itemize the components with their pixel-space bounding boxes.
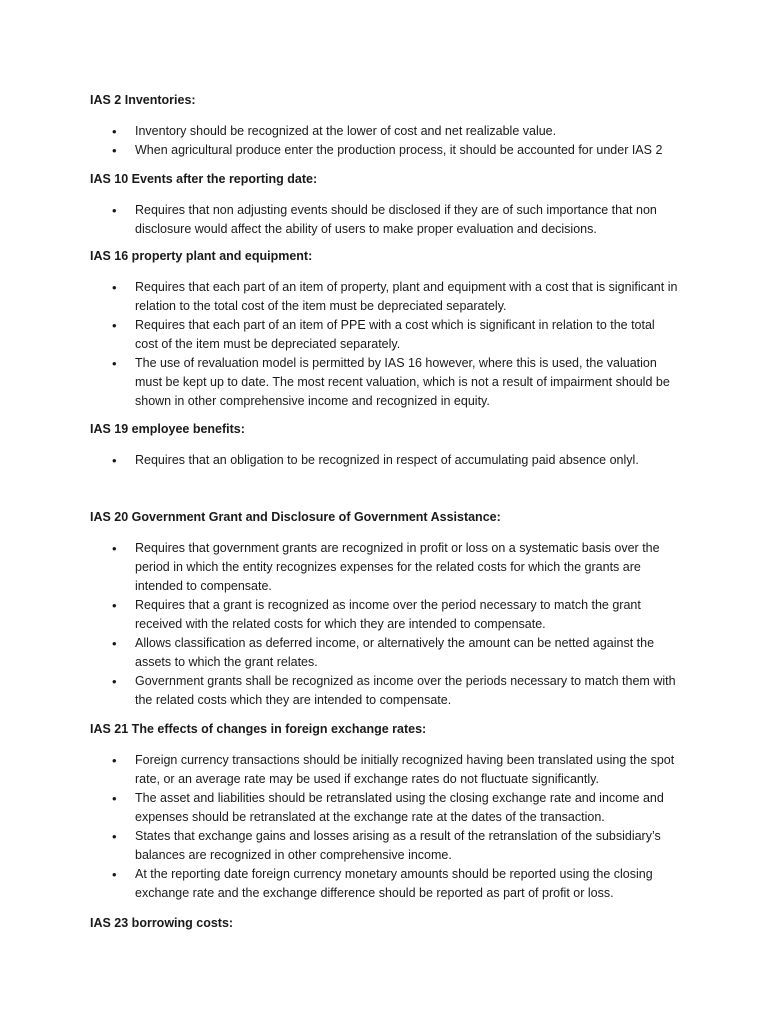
section-ias-21 xyxy=(90,720,690,903)
bullet-list xyxy=(90,122,690,160)
bullet-item: • Inventory should be recognized at the lower of cost and net realizable value. xyxy=(90,122,680,141)
bullet-item: • Requires that an obligation to be recognized in respect of accumulating paid absence onlyl. xyxy=(90,451,680,470)
section-heading: IAS 23 borrowing costs: xyxy=(90,916,234,930)
bullet-item: • Foreign currency transactions should be initially recognized having been translated using the spot rate, or an average rate may be used if exchange rates do not fluctuate significantly. xyxy=(90,751,680,789)
section-heading: IAS 2 Inventories: xyxy=(90,93,196,107)
bullet-item: • Allows classification as deferred income, or alternatively the amount can be netted against the assets to which the grant relates. xyxy=(90,634,680,672)
bullet-list xyxy=(90,451,690,470)
section-heading: IAS 21 The effects of changes in foreign exchange rates: xyxy=(90,722,427,736)
section-ias-23 xyxy=(90,914,690,932)
section-ias-20 xyxy=(90,508,690,710)
bullet-item: • Requires that each part of an item of PPE with a cost which is significant in relation to the total cost of the item must be depreciated separately. xyxy=(90,316,680,354)
bullet-item: • Requires that each part of an item of property, plant and equipment with a cost that is significant in relation to the total cost of the item must be depreciated separately. xyxy=(90,278,680,316)
section-heading: IAS 20 Government Grant and Disclosure of Government Assistance: xyxy=(90,510,501,524)
bullet-list xyxy=(90,278,690,411)
section-ias-19 xyxy=(90,420,690,470)
bullet-item: • Requires that non adjusting events should be disclosed if they are of such importance that non disclosure would affect the ability of users to make proper evaluation and decisions. xyxy=(90,201,680,239)
bullet-item: • The use of revaluation model is permitted by IAS 16 however, where this is used, the valuation must be kept up to date. The most recent valuation, which is not a result of impairment should be shown in other comprehensive income and recognized in equity. xyxy=(90,354,680,411)
section-heading: IAS 16 property plant and equipment: xyxy=(90,249,313,263)
bullet-list xyxy=(90,201,690,239)
section-ias-2 xyxy=(90,91,690,160)
section-heading: IAS 10 Events after the reporting date: xyxy=(90,172,318,186)
bullet-item: • Requires that government grants are recognized in profit or loss on a systematic basis over the period in which the entity recognizes expenses for the related costs for which the grants are intended to compensate. xyxy=(90,539,680,596)
section-ias-16 xyxy=(90,247,690,411)
section-heading: IAS 19 employee benefits: xyxy=(90,422,245,436)
bullet-item: • States that exchange gains and losses arising as a result of the retranslation of the subsidiary’s balances are recognized in other comprehensive income. xyxy=(90,827,680,865)
bullet-item: • When agricultural produce enter the production process, it should be accounted for under IAS 2 xyxy=(90,141,680,160)
section-ias-10 xyxy=(90,170,690,239)
bullet-item: • At the reporting date foreign currency monetary amounts should be reported using the closing exchange rate and the exchange difference should be reported as part of profit or loss. xyxy=(90,865,680,903)
bullet-item: • Government grants shall be recognized as income over the periods necessary to match them with the related costs which they are intended to compensate. xyxy=(90,672,680,710)
bullet-item: • The asset and liabilities should be retranslated using the closing exchange rate and income and expenses should be retranslated at the exchange rate at the dates of the transaction. xyxy=(90,789,680,827)
bullet-list xyxy=(90,539,690,710)
bullet-list xyxy=(90,751,690,903)
bullet-item: • Requires that a grant is recognized as income over the period necessary to match the grant received with the related costs for which they are intended to compensate. xyxy=(90,596,680,634)
